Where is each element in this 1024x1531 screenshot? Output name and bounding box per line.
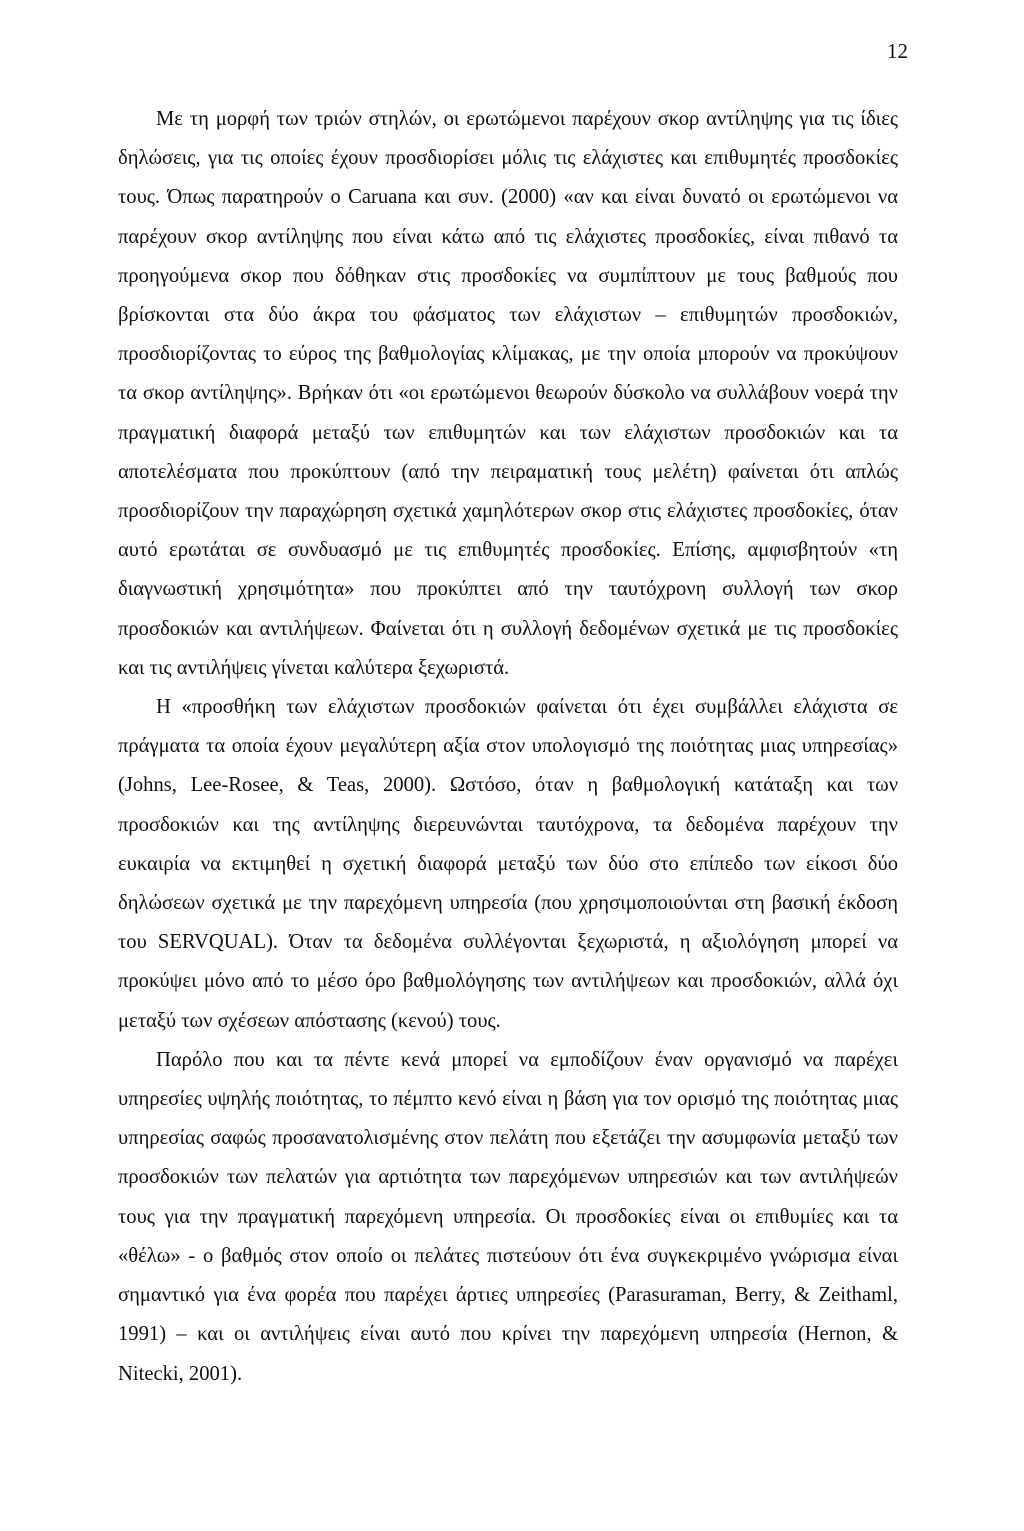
paragraph-2: Η «προσθήκη των ελάχιστων προσδοκιών φαίνεται ότι έχει συμβάλλει ελάχιστα σε πράγματα τα οποία έχουν μεγαλύτερη αξία στον υπολογισμό της ποιότητας μιας υπηρεσίας» (Johns, Lee-Rosee, & Teas, 2000). Ωστόσο, όταν η βαθμολογική κατάταξη και των προσδοκιών και της αντίληψης διερευνώνται ταυτόχρονα, τα δεδομένα παρέχουν την ευκαιρία να εκτιμηθεί η σχετική διαφορά μεταξύ των δύο στο επίπεδο των είκοσι δύο δηλώσεων σχετικά με την παρεχόμενη υπηρεσία (που χρησιμοποιούνται στη βασική έκδοση του SERVQUAL). Όταν τα δεδομένα συλλέγονται ξεχωριστά, η αξιολόγηση μπορεί να προκύψει μόνο από το μέσο όρο βαθμολόγησης των αντιλήψεων και προσδοκιών, αλλά όχι μεταξύ των σχέσεων απόστασης (κενού) τους.	[118, 696, 898, 1032]
page-number: 12	[887, 39, 908, 63]
paragraph-1: Με τη μορφή των τριών στηλών, οι ερωτώμενοι παρέχουν σκορ αντίληψης για τις ίδιες δηλώσεις, για τις οποίες έχουν προσδιορίσει μόλις τις ελάχιστες και επιθυμητές προσδοκίες τους. Όπως παρατηρούν ο Caruana και συν. (2000) «αν και είναι δυνατό οι ερωτώμενοι να παρέχουν σκορ αντίληψης που είναι κάτω από τις ελάχιστες προσδοκίες, είναι πιθανό τα προηγούμενα σκορ που δόθηκαν στις προσδοκίες να συμπίπτουν με τους βαθμούς που βρίσκονται στα δύο άκρα του φάσματος των ελάχιστων – επιθυμητών προσδοκιών, προσδιορίζοντας το εύρος της βαθμολογίας κλίμακας, με την οποία μπορούν να προκύψουν τα σκορ αντίληψης». Βρήκαν ότι «οι ερωτώμενοι θεωρούν δύσκολο να συλλάβουν νοερά την πραγματική διαφορά μεταξύ των επιθυμητών και των ελάχιστων προσδοκιών και τα αποτελέσματα που προκύπτουν (από την πειραματική τους μελέτη) φαίνεται ότι απλώς προσδιορίζουν την παραχώρηση σχετικά χαμηλότερων σκορ στις ελάχιστες προσδοκίες, όταν αυτό ερωτάται σε συνδυασμό με τις επιθυμητές προσδοκίες. Επίσης, αμφισβητούν «τη διαγνωστική χρησιμότητα» που προκύπτει από την ταυτόχρονη συλλογή των σκορ προσδοκιών και αντιλήψεων. Φαίνεται ότι η συλλογή δεδομένων σχετικά με τις προσδοκίες και τις αντιλήψεις γίνεται καλύτερα ξεχωριστά.	[118, 108, 898, 679]
paragraph-3: Παρόλο που και τα πέντε κενά μπορεί να εμποδίζουν έναν οργανισμό να παρέχει υπηρεσίες υψηλής ποιότητας, το πέμπτο κενό είναι η βάση για τον ορισμό της ποιότητας μιας υπηρεσίας σαφώς προσανατολισμένης στον πελάτη που εξετάζει την ασυμφωνία μεταξύ των προσδοκιών των πελατών για αρτιότητα των παρεχόμενων υπηρεσιών και των αντιλήψεών τους για την πραγματική παρεχόμενη υπηρεσία. Οι προσδοκίες είναι οι επιθυμίες και τα «θέλω» - ο βαθμός στον οποίο οι πελάτες πιστεύουν ότι ένα συγκεκριμένο γνώρισμα είναι σημαντικό για ένα φορέα που παρέχει άρτιες υπηρεσίες (Parasuraman, Berry, & Zeithaml, 1991) – και οι αντιλήψεις είναι αυτό που κρίνει την παρεχόμενη υπηρεσία (Hernon, & Nitecki, 2001).	[118, 1048, 898, 1385]
body-text	[118, 100, 898, 1394]
